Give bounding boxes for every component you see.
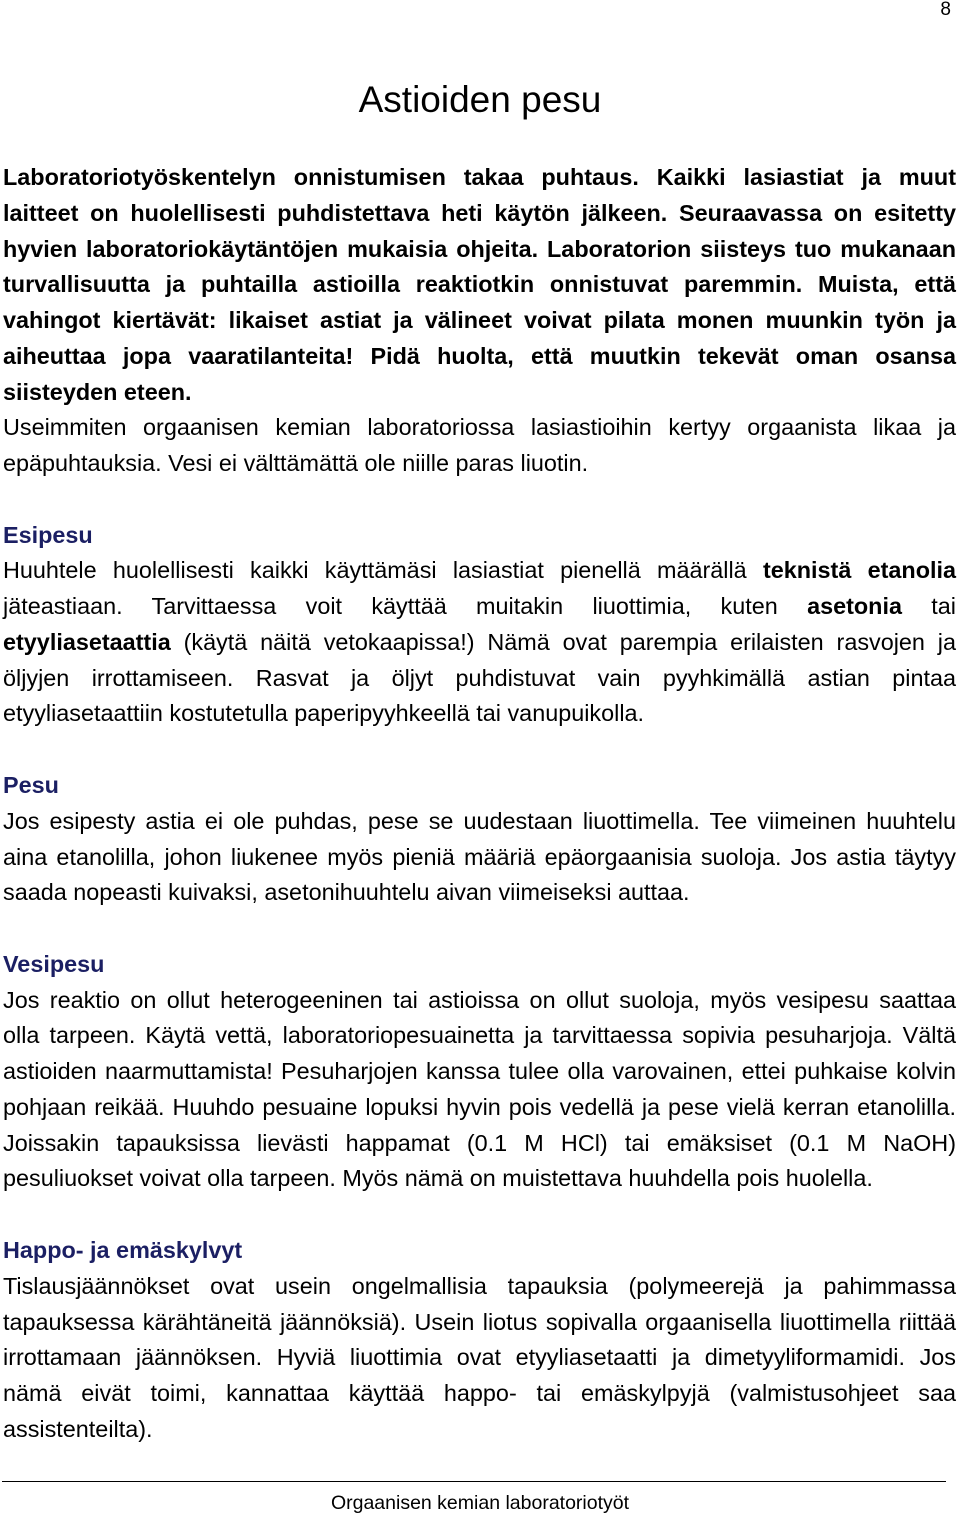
- text-line: öljyjen irrottamiseen. Rasvat ja öljyt puhdistuvat vain pyyhkimällä astian pintaa: [3, 664, 956, 691]
- text-line: irrottamaan jäännöksen. Hyviä liuottimia ovat etyyliasetaatti ja dimetyyliformamidi. Jos: [3, 1344, 956, 1371]
- text-line: turvallisuutta ja puhtailla astioilla reaktiotkin onnistuvat paremmin. Muista, että: [3, 271, 956, 298]
- text-line: [3, 625, 956, 661]
- text-span: tai: [931, 593, 957, 620]
- text-line: assistenteilta).: [3, 1415, 153, 1442]
- text-line: hyvien laboratoriokäytäntöjen mukaisia ohjeita. Laboratorion siisteys tuo mukanaan: [3, 235, 956, 262]
- text-line: Laboratoriotyöskentelyn onnistumisen takaa puhtaus. Kaikki lasiastiat ja muut: [3, 164, 956, 190]
- text-line: epäpuhtauksia. Vesi ei välttämättä ole niille paras liuotin.: [3, 450, 589, 477]
- footer-divider: [2, 1481, 946, 1482]
- page-title: Astioiden pesu: [358, 79, 602, 120]
- text-line: Jos reaktio on ollut heterogeeninen tai astioissa on ollut suoloja, myös vesipesu saattaa: [3, 986, 956, 1013]
- paragraph-gap: [3, 732, 956, 768]
- text-span: (käytä näitä vetokaapissa!) Nämä ovat parempia erilaisten rasvojen ja: [183, 628, 956, 655]
- emphasis-term: etyyliasetaattia: [3, 628, 171, 655]
- intro-emphasis-paragraph: [3, 160, 956, 410]
- document-body: [3, 160, 956, 1448]
- emphasis-term: asetonia: [807, 593, 902, 620]
- section-heading: Happo- ja emäskylvyt: [3, 1236, 243, 1263]
- section-heading: Pesu: [3, 772, 59, 799]
- text-span: Huuhtele huolellisesti kaikki käyttämäsi lasiastiat pienellä määrällä: [3, 557, 747, 584]
- paragraph-gap: [3, 911, 956, 947]
- text-line: tapauksessa kärähtäneitä jäännöksiä). Usein liotus sopivalla orgaanisella liuottimella riittää: [3, 1308, 956, 1335]
- text-line: Jos esipesty astia ei ole puhdas, pese se uudestaan liuottimella. Tee viimeinen huuhtelu: [3, 807, 956, 834]
- text-line: aina etanolilla, johon liukenee myös pieniä määriä epäorgaanisia suoloja. Jos astia täytyy: [3, 843, 956, 870]
- text-line: nämä eivät toimi, kannattaa käyttää happo- tai emäskylpyjä (valmistusohjeet saa: [3, 1380, 956, 1407]
- section-vesipesu: [3, 947, 956, 1197]
- section-heading: Vesipesu: [3, 950, 105, 977]
- text-line: laitteet on huolellisesti puhdistettava heti käytön jälkeen. Seuraavassa on esitetty: [3, 199, 956, 226]
- emphasis-term: teknistä etanolia: [762, 557, 956, 584]
- section-happo-ja-emaskylvyt: [3, 1233, 956, 1448]
- text-line: Useimmiten orgaanisen kemian laboratoriossa lasiastioihin kertyy orgaanista likaa ja: [3, 414, 956, 441]
- section-esipesu: [3, 518, 956, 733]
- text-line: Joissakin tapauksissa lievästi happamat (0.1 M HCl) tai emäksiset (0.1 M NaOH): [3, 1129, 956, 1156]
- text-line: [3, 589, 956, 625]
- text-line: [3, 553, 956, 589]
- text-span: jäteastiaan. Tarvittaessa voit käyttää muitakin liuottimia, kuten: [3, 593, 778, 620]
- section-pesu: [3, 768, 956, 911]
- paragraph-gap: [3, 1197, 956, 1233]
- text-line: pesuliuokset voivat olla tarpeen. Myös nämä on muistettava huuhdella pois huolella.: [3, 1165, 873, 1192]
- text-line: astioiden naarmuttamista! Pesuharjojen kanssa tulee olla varovainen, ettei puhkaise kolvin: [3, 1058, 956, 1085]
- text-line: Tislausjäännökset ovat usein ongelmallisia tapauksia (polymeerejä ja pahimmassa: [3, 1272, 956, 1299]
- intro-paragraph: [3, 410, 956, 482]
- page-number: 8: [940, 0, 951, 20]
- page-footer: Orgaanisen kemian laboratoriotyöt: [330, 1492, 630, 1514]
- text-line: aiheuttaa jopa vaaratilanteita! Pidä huolta, että muutkin tekevät oman osansa: [3, 342, 956, 369]
- paragraph-gap: [3, 482, 956, 518]
- text-line: pohjaan reikää. Huuhdo pesuaine lopuksi hyvin pois vedellä ja pese vielä kerran etanolilla.: [3, 1093, 956, 1120]
- text-line: vahingot kiertävät: likaiset astiat ja välineet voivat pilata monen muunkin työn ja: [3, 307, 956, 334]
- text-line: olla tarpeen. Käytä vettä, laboratoriopesuainetta ja tarvittaessa sopivia pesuharjoja. Vältä: [3, 1022, 956, 1049]
- section-heading: Esipesu: [3, 521, 93, 548]
- text-line: siisteyden eteen.: [3, 378, 192, 405]
- text-line: saada nopeasti kuivaksi, asetonihuuhtelu aivan viimeiseksi auttaa.: [3, 879, 690, 906]
- text-line: etyyliasetaattiin kostutetulla paperipyyhkeellä tai vanupuikolla.: [3, 700, 645, 727]
